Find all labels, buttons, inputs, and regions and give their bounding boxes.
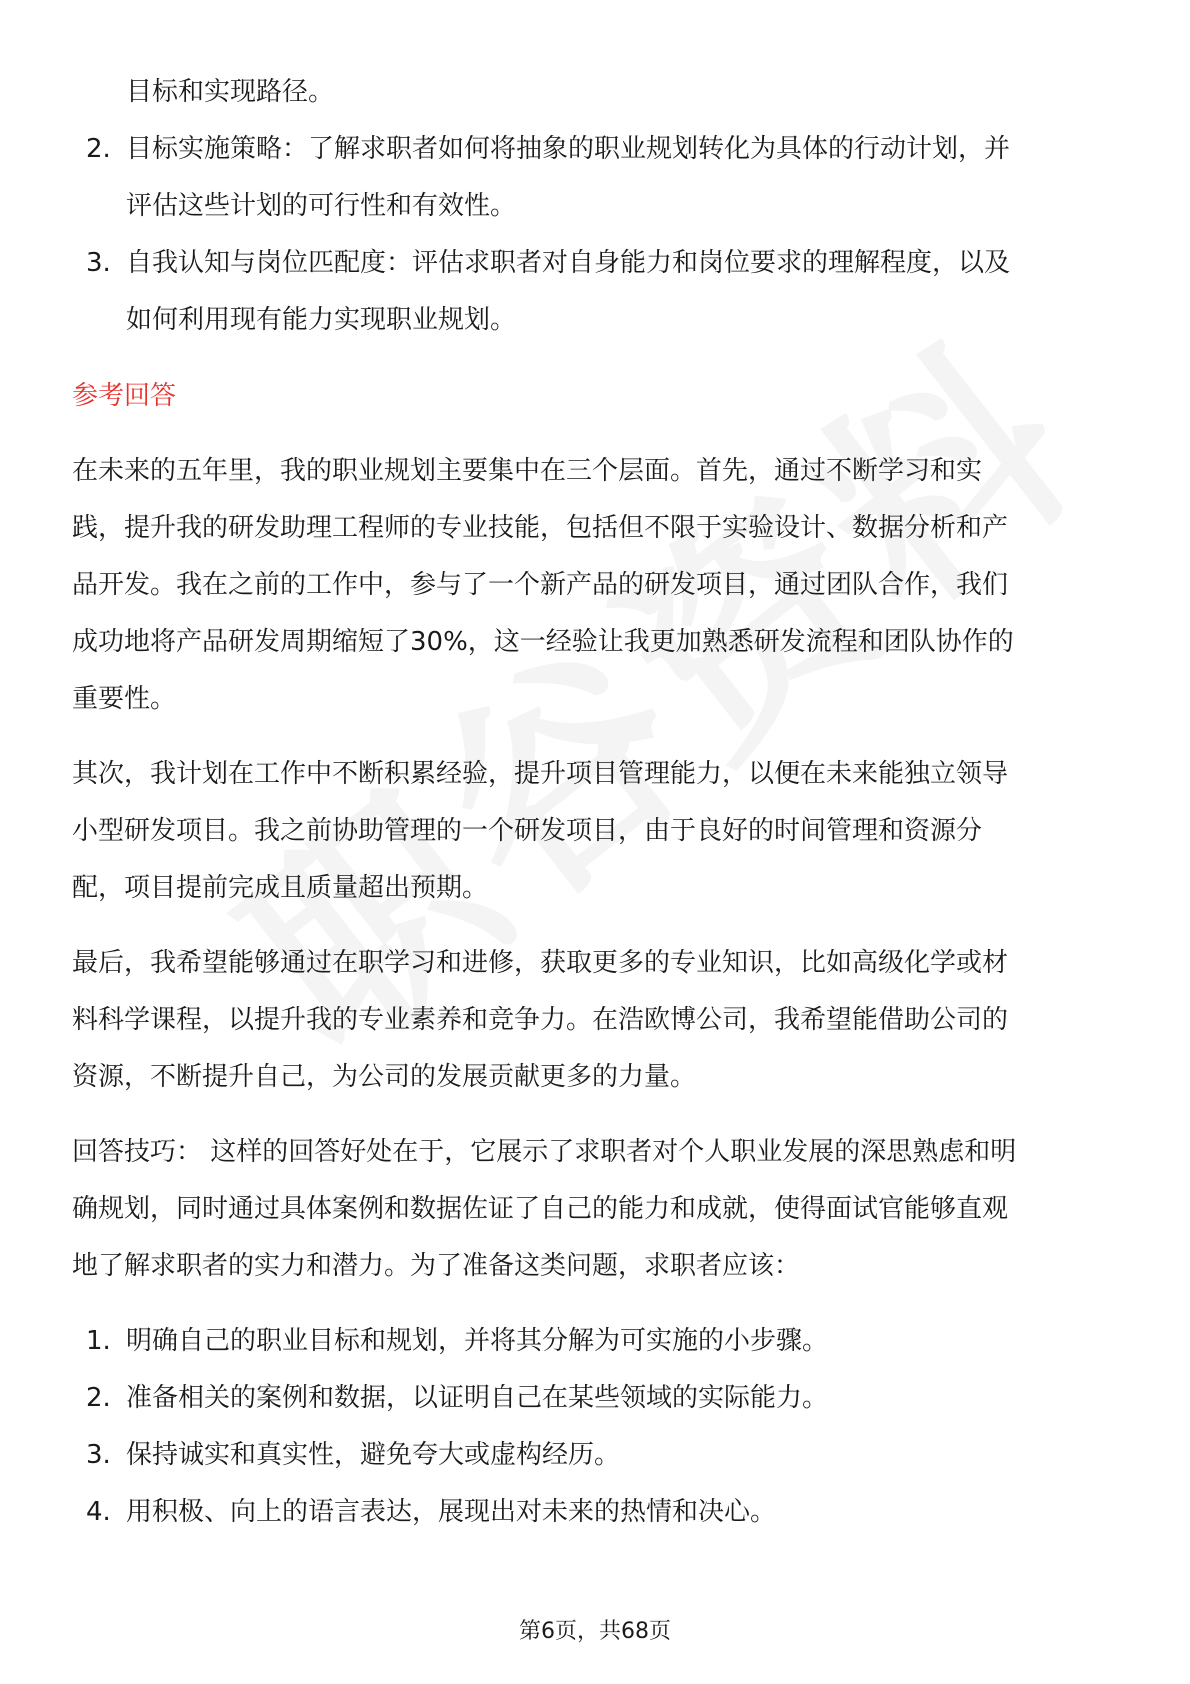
list-number: 4. [86, 1497, 111, 1527]
paragraph-line: 在未来的五年里，我的职业规划主要集中在三个层面。首先，通过不断学习和实 [72, 456, 983, 486]
list-item-text: 目标实施策略：了解求职者如何将抽象的职业规划转化为具体的行动计划，并 [126, 134, 1011, 164]
list-number: 3. [86, 1440, 111, 1470]
list-item-text: 用积极、向上的语言表达，展现出对未来的热情和决心。 [126, 1497, 777, 1527]
list-item [72, 1484, 1124, 1541]
paragraph-line: 确规划，同时通过具体案例和数据佐证了自己的能力和成就，使得面试官能够直观 [72, 1194, 1009, 1224]
list-number: 1. [86, 1326, 111, 1356]
paragraph-line: 配，项目提前完成且质量超出预期。 [72, 873, 489, 903]
list-item [72, 1313, 1124, 1370]
list-item-text: 如何利用现有能力实现职业规划。 [126, 305, 517, 335]
tips-paragraph [72, 1124, 1124, 1295]
list-item-text: 准备相关的案例和数据，以证明自己在某些领域的实际能力。 [126, 1383, 829, 1413]
list-item [72, 121, 1124, 235]
answer-paragraph [72, 935, 1124, 1106]
answer-paragraph [72, 746, 1124, 917]
list-item-text: 评估这些计划的可行性和有效性。 [126, 191, 517, 221]
paragraph-line: 料科学课程，以提升我的专业素养和竞争力。在浩欧博公司，我希望能借助公司的 [72, 1005, 1009, 1035]
paragraph-line: 践，提升我的研发助理工程师的专业技能，包括但不限于实验设计、数据分析和产 [72, 513, 1009, 543]
list-item [72, 1370, 1124, 1427]
list-item-text: 明确自己的职业目标和规划，并将其分解为可实施的小步骤。 [126, 1326, 829, 1356]
list-item [72, 235, 1124, 349]
list-item-text: 自我认知与岗位匹配度：评估求职者对自身能力和岗位要求的理解程度，以及 [126, 248, 1011, 278]
list-number: 3. [86, 248, 111, 278]
list-item [72, 1427, 1124, 1484]
paragraph-line: 资源，不断提升自己，为公司的发展贡献更多的力量。 [72, 1062, 697, 1092]
paragraph-line: 重要性。 [72, 684, 177, 714]
top-list [72, 64, 1124, 349]
section-title: 参考回答 [72, 381, 177, 411]
list-item-text: 保持诚实和真实性，避免夸大或虚构经历。 [126, 1440, 621, 1470]
paragraph-line: 最后，我希望能够通过在职学习和进修，获取更多的专业知识，比如高级化学或材 [72, 948, 1009, 978]
page-footer: 第6页，共68页 [519, 1619, 671, 1644]
paragraph-line: 回答技巧： 这样的回答好处在于，它展示了求职者对个人职业发展的深思熟虑和明 [72, 1137, 1017, 1167]
tips-list [72, 1313, 1124, 1541]
answer-paragraph [72, 443, 1124, 728]
paragraph-line: 地了解求职者的实力和潜力。为了准备这类问题，求职者应该： [72, 1251, 801, 1281]
list-item-continuation: 目标和实现路径。 [126, 77, 335, 107]
paragraph-line: 品开发。我在之前的工作中，参与了一个新产品的研发项目，通过团队合作，我们 [72, 570, 1009, 600]
paragraph-line: 小型研发项目。我之前协助管理的一个研发项目，由于良好的时间管理和资源分 [72, 816, 983, 846]
list-number: 2. [86, 1383, 111, 1413]
list-number: 2. [86, 134, 111, 164]
paragraph-line: 成功地将产品研发周期缩短了30%，这一经验让我更加熟悉研发流程和团队协作的 [72, 627, 1014, 657]
paragraph-line: 其次，我计划在工作中不断积累经验，提升项目管理能力，以便在未来能独立领导 [72, 759, 1009, 789]
page-content [72, 64, 1124, 1541]
